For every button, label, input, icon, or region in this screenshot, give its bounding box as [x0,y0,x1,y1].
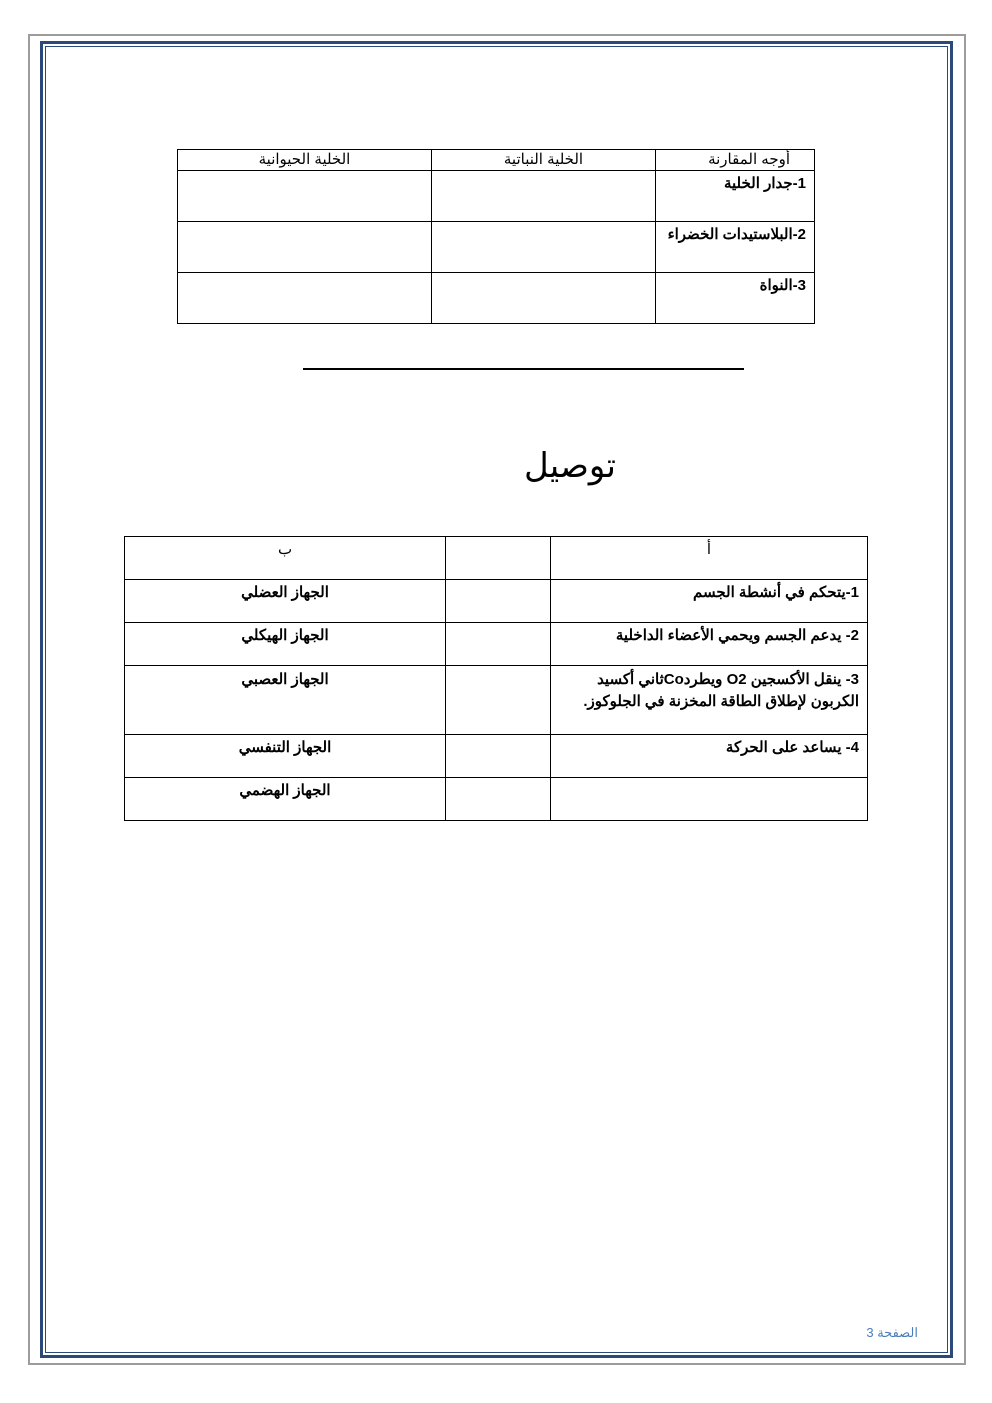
comparison-header-animal-cell: الخلية الحيوانية [178,150,432,171]
comparison-row-label: 1-جدار الخلية [656,171,815,222]
matching-item-b: الجهاز العصبي [125,666,446,735]
comparison-header-aspects: أوجه المقارنة [656,150,815,171]
comparison-answer-cell[interactable] [178,222,432,273]
comparison-answer-cell[interactable] [432,171,656,222]
comparison-row [178,273,815,324]
comparison-header-plant-cell: الخلية النباتية [432,150,656,171]
comparison-header-row [178,150,815,171]
matching-answer-cell[interactable] [446,623,551,666]
matching-item-b: الجهاز الهيكلي [125,623,446,666]
comparison-answer-cell[interactable] [178,273,432,324]
comparison-row [178,171,815,222]
matching-answer-cell[interactable] [446,580,551,623]
matching-item-a: 1-يتحكم في أنشطة الجسم [551,580,868,623]
comparison-table [177,149,815,324]
matching-item-a: 3- ينقل الأكسجين O2 ويطردCoثاني أكسيد الكربون لإطلاق الطاقة المخزنة في الجلوكوز. [551,666,868,735]
comparison-row-label: 3-النواة [656,273,815,324]
matching-item-a: 4- يساعد على الحركة [551,735,868,778]
matching-item-b: الجهاز التنفسي [125,735,446,778]
matching-header-row [125,537,868,580]
matching-header-b: ب [125,537,446,580]
matching-item-a [551,778,868,821]
matching-row [125,580,868,623]
matching-table [124,536,868,821]
matching-item-b: الجهاز العضلي [125,580,446,623]
matching-item-a: 2- يدعم الجسم ويحمي الأعضاء الداخلية [551,623,868,666]
separator-line [303,368,744,370]
matching-row [125,666,868,735]
matching-answer-cell[interactable] [446,735,551,778]
page-number: الصفحة 3 [866,1325,918,1340]
comparison-row-label: 2-البلاستيدات الخضراء [656,222,815,273]
section-title: توصيل [524,446,616,486]
comparison-row [178,222,815,273]
matching-header-a: أ [551,537,868,580]
matching-row [125,623,868,666]
comparison-answer-cell[interactable] [432,273,656,324]
comparison-answer-cell[interactable] [178,171,432,222]
matching-row [125,735,868,778]
matching-row [125,778,868,821]
matching-answer-header [446,537,551,580]
matching-answer-cell[interactable] [446,666,551,735]
comparison-answer-cell[interactable] [432,222,656,273]
matching-answer-cell[interactable] [446,778,551,821]
matching-item-b: الجهاز الهضمي [125,778,446,821]
